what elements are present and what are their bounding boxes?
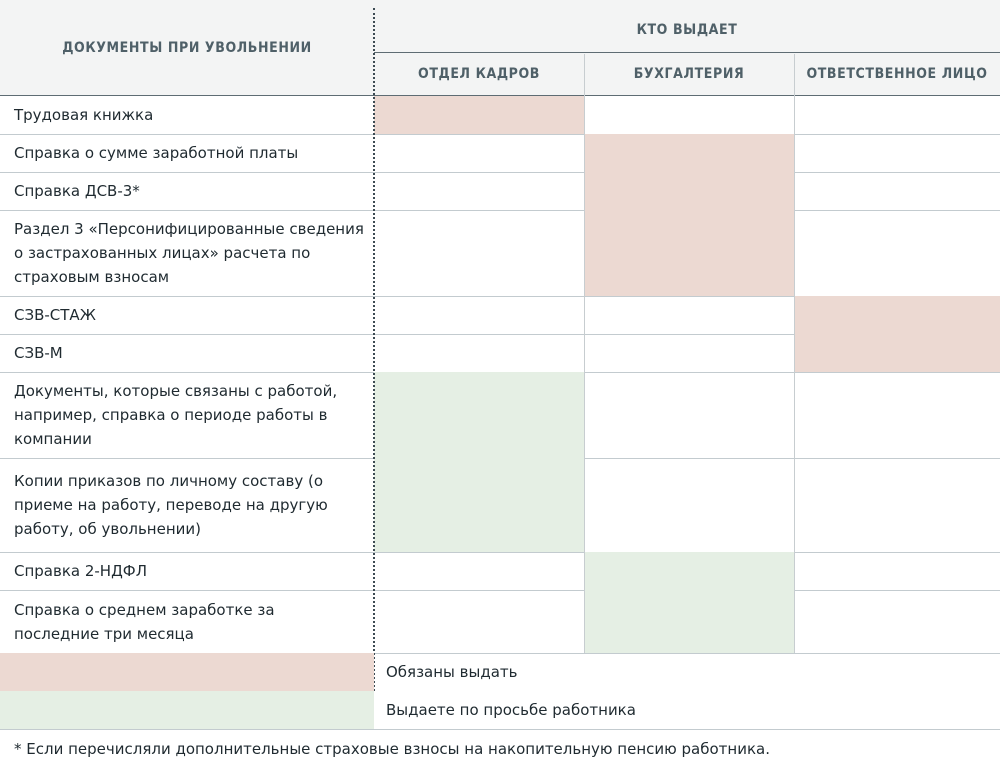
- table-cell-on_request: [584, 552, 794, 590]
- table-row-document: Трудовая книжка: [14, 106, 154, 124]
- header-group-divider: [374, 52, 1000, 53]
- legend-on-request-label: Выдаете по просьбе работника: [386, 701, 636, 719]
- accounting-header: БУХГАЛТЕРИЯ: [633, 66, 745, 82]
- table-row-document: СЗВ-М: [14, 344, 63, 362]
- legend-required-label: Обязаны выдать: [386, 663, 518, 681]
- table-cell-required: [584, 172, 794, 210]
- documents-column-header: ДОКУМЕНТЫ ПРИ УВОЛЬНЕНИИ: [62, 40, 312, 56]
- table-cell-required: [584, 134, 794, 172]
- column-separator-dotted: [373, 8, 375, 691]
- column-divider: [584, 54, 585, 653]
- legend-divider: [0, 729, 1000, 730]
- legend-on-request-swatch: [0, 691, 374, 729]
- table-row-document: Справка ДСВ-3*: [14, 182, 140, 200]
- table-row-document: Справка 2-НДФЛ: [14, 562, 148, 580]
- table-cell-required: [794, 296, 1000, 334]
- table-cell-required: [584, 210, 794, 296]
- column-divider: [794, 54, 795, 653]
- table-cell-on_request: [374, 458, 584, 552]
- table-row-document: СЗВ-СТАЖ: [14, 306, 96, 324]
- table-row-document: Раздел 3 «Персонифицированные сведения о застрахованных лицах» расчета по страховым взносам: [14, 220, 364, 286]
- responsible-person-header: ОТВЕТСТВЕННОЕ ЛИЦО: [806, 66, 988, 82]
- table-cell-on_request: [584, 590, 794, 653]
- table-cell-required: [374, 96, 584, 134]
- table-cell-required: [794, 334, 1000, 372]
- footnote: * Если перечисляли дополнительные страховые взносы на накопительную пенсию работника.: [14, 740, 770, 758]
- hr-department-header: ОТДЕЛ КАДРОВ: [418, 66, 540, 82]
- table-row-document: Справка о среднем заработке за последние три месяца: [14, 600, 275, 643]
- table-row-document: Справка о сумме заработной платы: [14, 144, 299, 162]
- table-row-document: Документы, которые связаны с работой, например, справка о периоде работы в компании: [14, 382, 338, 448]
- issuer-group-header: КТО ВЫДАЕТ: [636, 22, 738, 38]
- table-cell-on_request: [374, 372, 584, 458]
- legend-required-swatch: [0, 653, 374, 691]
- table-row-document: Копии приказов по личному составу (о приеме на работу, переводе на другую работу, об увольнении): [14, 472, 328, 538]
